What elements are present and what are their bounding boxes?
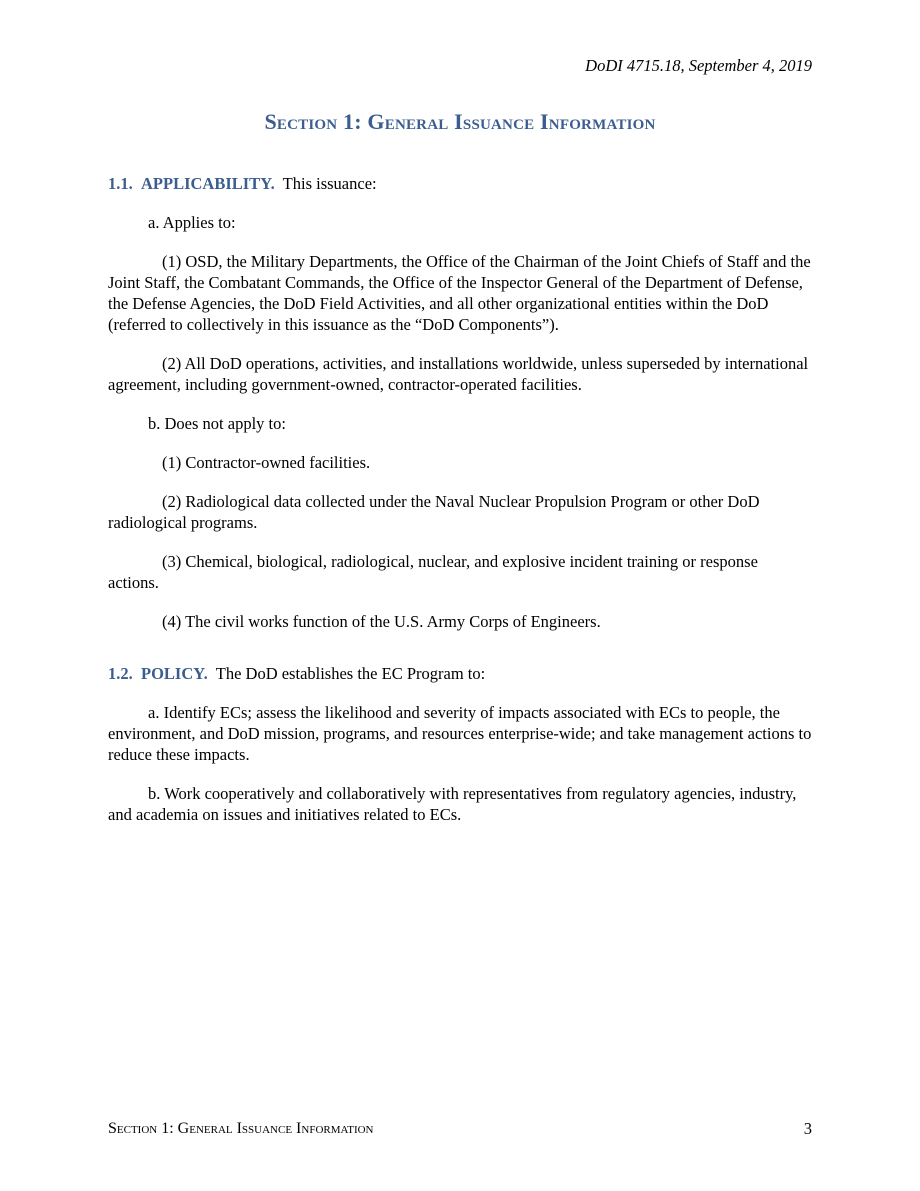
paragraph-1-1-intro: This issuance: xyxy=(282,174,377,193)
footer-page-number: 3 xyxy=(803,1119,812,1138)
document-body xyxy=(108,173,812,825)
paragraph-1-2-heading xyxy=(108,663,812,684)
item-1-1-b-3: (3) Chemical, biological, radiological, nuclear, and explosive incident training or response actions. xyxy=(108,552,758,592)
subparagraph-1-2-a: a. Identify ECs; assess the likelihood and severity of impacts associated with ECs to people, the environment, and DoD mission, programs, and resources enterprise-wide; and take management actions to reduce these impacts. xyxy=(108,703,812,764)
document-reference-header: DoDI 4715.18, September 4, 2019 xyxy=(585,56,812,75)
paragraph-1-1-heading xyxy=(108,173,812,194)
paragraph-1-2-intro: The DoD establishes the EC Program to: xyxy=(215,664,486,683)
paragraph-1-1-number: 1.1. xyxy=(108,174,133,193)
subparagraph-1-1-b: b. Does not apply to: xyxy=(148,414,286,433)
item-1-1-b-1: (1) Contractor-owned facilities. xyxy=(162,453,371,472)
paragraph-1-1-title: APPLICABILITY. xyxy=(141,174,275,193)
item-1-1-a-2: (2) All DoD operations, activities, and installations worldwide, unless superseded by international agreement, including government-owned, contractor-operated facilities. xyxy=(108,354,809,394)
item-1-1-a-1: (1) OSD, the Military Departments, the Office of the Chairman of the Joint Chiefs of Staff and the Joint Staff, the Combatant Commands, the Office of the Inspector General of the Department of Defense, the Defense Agencies, the DoD Field Activities, and all other organizational entities within the DoD (referred to collectively in this issuance as the “DoD Components”). xyxy=(108,252,811,334)
footer-section-title: Section 1: General Issuance Information xyxy=(108,1120,374,1137)
subparagraph-1-1-a: a. Applies to: xyxy=(148,213,236,232)
subparagraph-1-2-b: b. Work cooperatively and collaboratively with representatives from regulatory agencies, industry, and academia on issues and initiatives related to ECs. xyxy=(108,784,797,824)
paragraph-1-2-number: 1.2. xyxy=(108,664,133,683)
item-1-1-b-2: (2) Radiological data collected under the Naval Nuclear Propulsion Program or other DoD radiological programs. xyxy=(108,492,760,532)
section-title: Section 1: General Issuance Information xyxy=(264,109,656,134)
paragraph-1-2-title: POLICY. xyxy=(141,664,208,683)
item-1-1-b-4: (4) The civil works function of the U.S. Army Corps of Engineers. xyxy=(162,612,601,631)
